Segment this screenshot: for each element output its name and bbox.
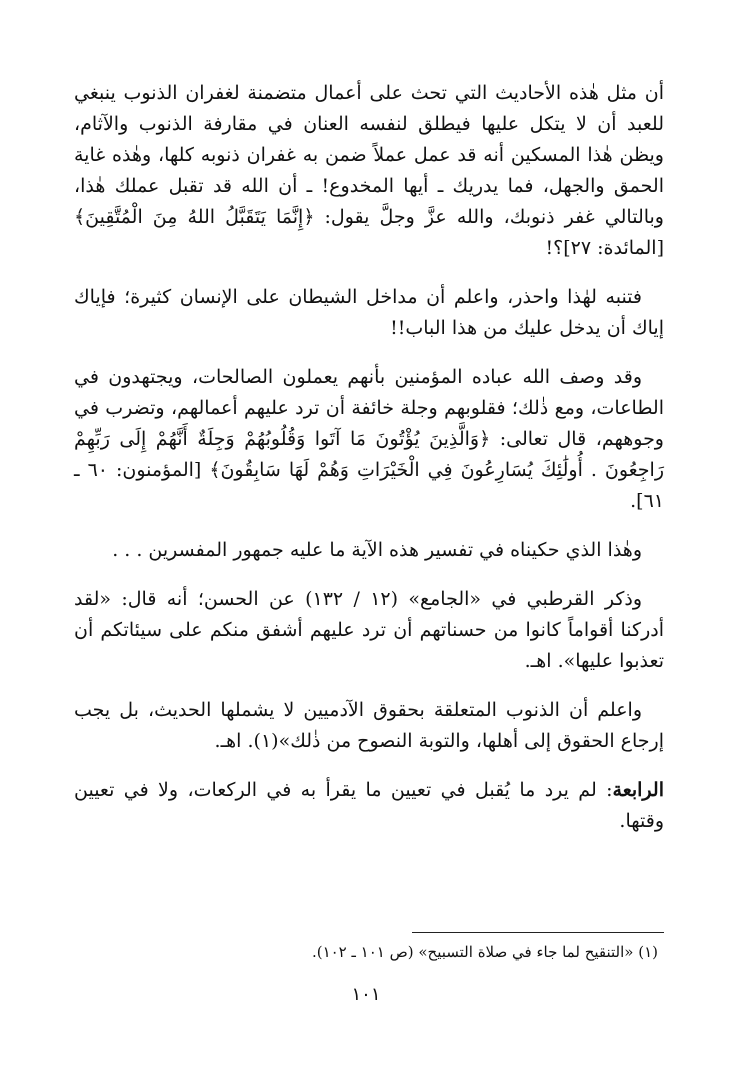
paragraph-3: وقد وصف الله عباده المؤمنين بأنهم يعملون الصالحات، ويجتهدون في الطاعات، ومع ذٰلك؛ فقلوبهم وجلة خائفة أن ترد عليهم أعمالهم، وتضرب في وجوههم، قال تعالى: ﴿وَالَّذِينَ يُؤْتُونَ مَا آتَوا وَقُلُوبُهُمْ وَجِلَةٌ أَنَّهُمْ إِلَى رَبِّهِمْ رَاجِعُونَ . أُولَٰئِكَ يُسَارِعُونَ فِي الْخَيْرَاتِ وَهُمْ لَهَا سَابِقُونَ﴾ [المؤمنون: ٦٠ ـ ٦١]. (74, 366, 665, 512)
section-label: الرابعة (612, 779, 664, 801)
page-number: ١٠١ (351, 984, 381, 1005)
footnote: (١) «التنقيح لما جاء في صلاة التسبيح» (ص ١٠١ ـ ١٠٢). (311, 943, 658, 961)
page-body (74, 78, 664, 855)
paragraph-2: فتنبه لهٰذا واحذر، واعلم أن مداخل الشيطان على الإنسان كثيرة؛ فإياك إياك أن يدخل عليك من هذا الباب!! (74, 286, 664, 339)
footnote-divider (412, 932, 664, 933)
section-text: : لم يرد ما يُقبل في تعيين ما يقرأ به في الركعات، ولا في تعيين وقتها. (74, 779, 664, 832)
paragraph-1: أن مثل هٰذه الأحاديث التي تحث على أعمال متضمنة لغفران الذنوب ينبغي للعبد أن لا يتكل عليها فيطلق لنفسه العنان في مقارفة الذنوب والآثام، ويظن هٰذا المسكين أنه قد عمل عملاً ضمن به غفران ذنوبه كلها، وهٰذه غاية الحمق والجهل، فما يدريك ـ أيها المخدوع! ـ أن الله قد تقبل عملك هٰذا، وبالتالي غفر ذنوبك، والله عزَّ وجلَّ يقول: ﴿إِنَّمَا يَتَقَبَّلُ اللهُ مِنَ الْمُتَّقِينَ﴾ [المائدة: ٢٧]؟! (74, 82, 664, 259)
paragraph-7 (74, 775, 664, 837)
paragraph-6: واعلم أن الذنوب المتعلقة بحقوق الآدميين لا يشملها الحديث، بل يجب إرجاع الحقوق إلى أهلها، والتوبة النصوح من ذٰلك»(١). اهـ. (74, 699, 664, 752)
paragraph-5: وذكر القرطبي في «الجامع» (١٢ / ١٣٢) عن الحسن؛ أنه قال: «لقد أدركنا أقواماً كانوا من حسناتهم أن ترد عليهم أشفق منكم على سيئاتكم أن تعذبوا عليها». اهـ. (74, 588, 664, 672)
paragraph-4: وهٰذا الذي حكيناه في تفسير هذه الآية ما عليه جمهور المفسرين . . . (112, 539, 642, 561)
